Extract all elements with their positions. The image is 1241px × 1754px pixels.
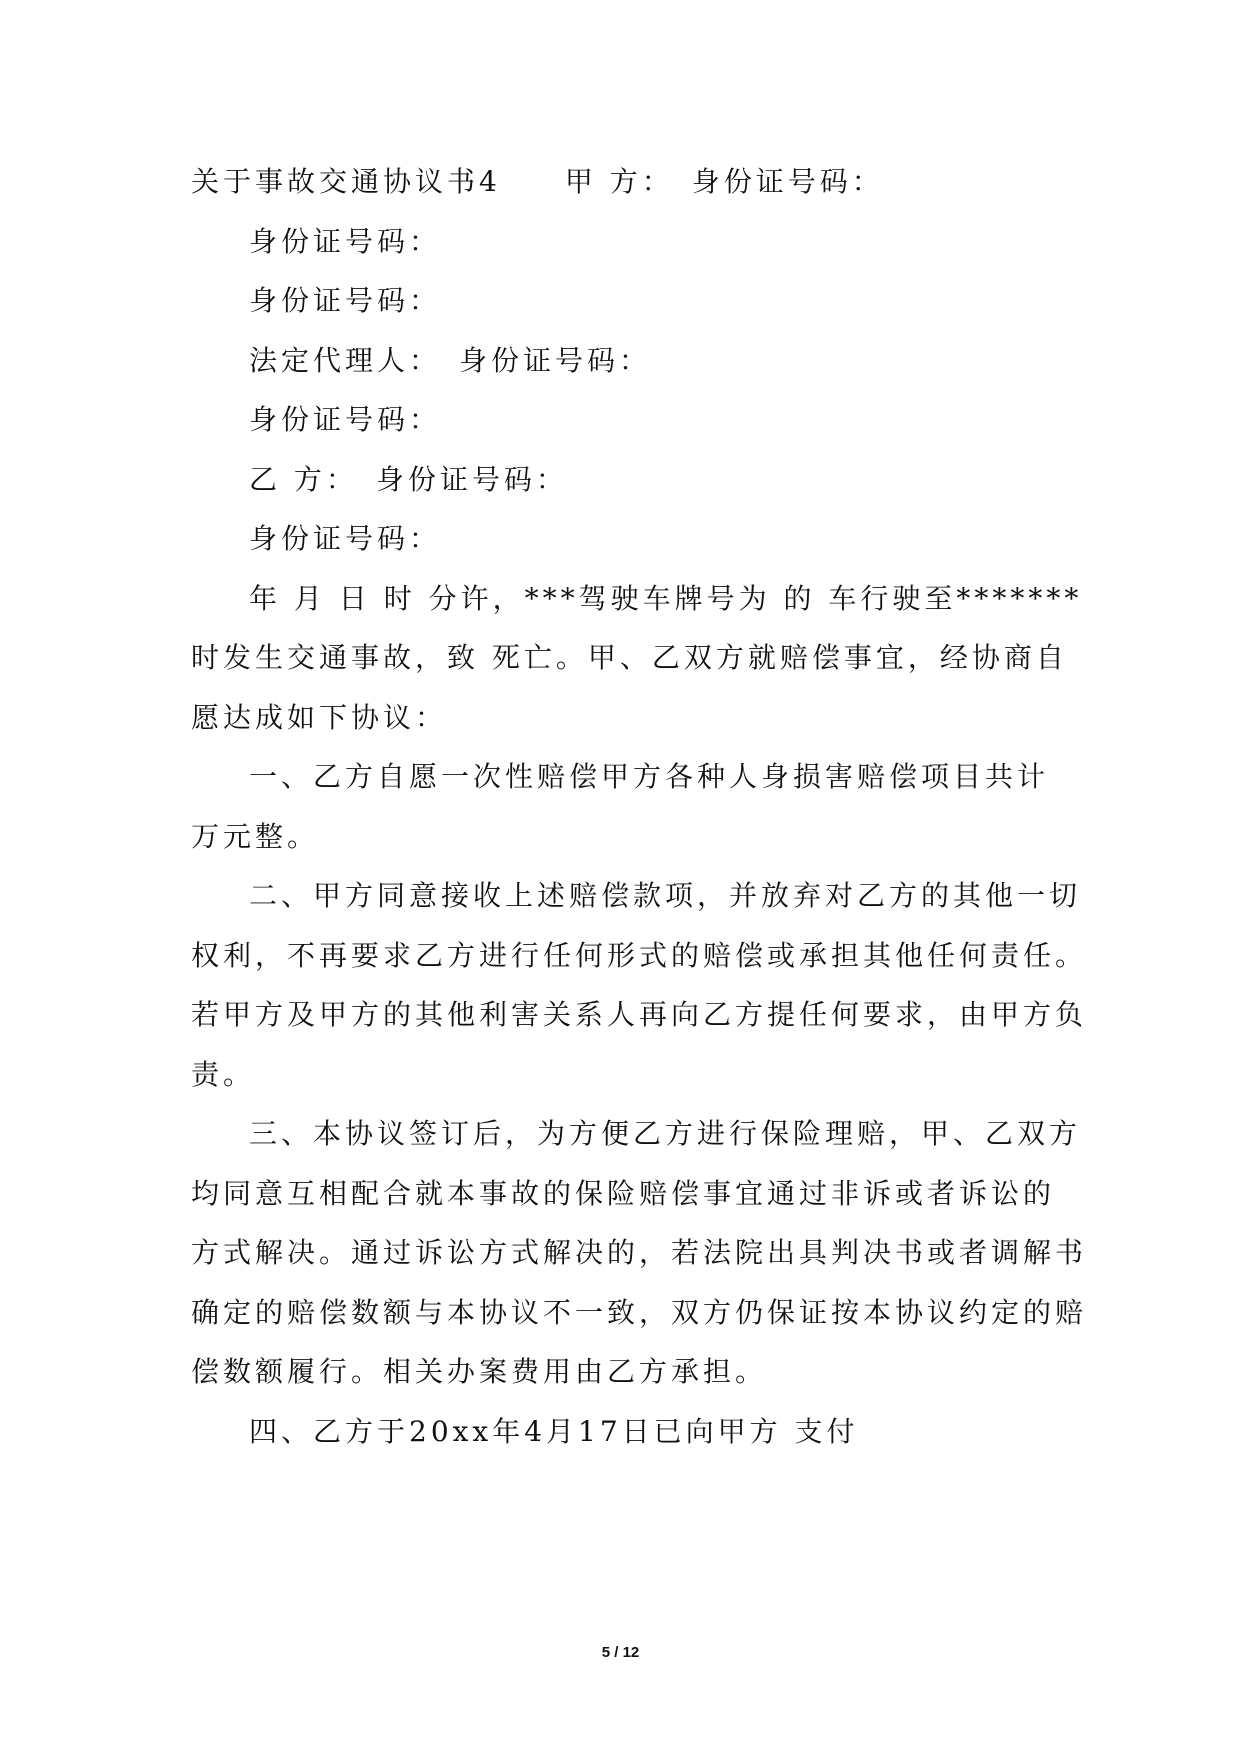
clause-three-line: 确定的赔偿数额与本协议不一致，双方仍保证按本协议约定的赔 (191, 1295, 1088, 1329)
clause-three-line: 方式解决。通过诉讼方式解决的，若法院出具判决书或者调解书 (191, 1236, 1088, 1269)
text-line: 法定代理人： 身份证号码： (249, 343, 652, 377)
clause-three-line: 均同意互相配合就本事故的保险赔偿事宜通过非诉或者诉讼的 (191, 1176, 1056, 1210)
paragraph-line: 时发生交通事故，致 死亡。甲、乙双方就赔偿事宜，经协商自 (191, 641, 1068, 674)
clause-three-line: 偿数额履行。相关办案费用由乙方承担。 (191, 1355, 768, 1388)
text-line: 身份证号码： (249, 284, 442, 317)
paragraph-line: 愿达成如下协议： (191, 700, 448, 734)
clause-one-line: 一、乙方自愿一次性赔偿甲方各种人身损害赔偿项目共计 (249, 760, 1050, 793)
page-number: 5 / 12 (601, 1644, 640, 1661)
clause-two-line: 权利，不再要求乙方进行任何形式的赔偿或承担其他任何责任。 (191, 938, 1088, 972)
text-line: 身份证号码： (249, 522, 442, 555)
clause-two-line: 责。 (191, 1057, 256, 1091)
text-line: 身份证号码： (249, 224, 442, 258)
text-line: 乙 方： 身份证号码： (249, 462, 568, 496)
clause-four-line: 四、乙方于20xx年4月17日已向甲方 支付 (249, 1414, 859, 1448)
title-line: 关于事故交通协议书4 甲 方： 身份证号码： (191, 165, 884, 198)
clause-one-line: 万元整。 (191, 819, 320, 853)
document-body (191, 152, 1088, 1461)
clause-three-line: 三、本协议签订后，为方便乙方进行保险理赔，甲、乙双方 (249, 1117, 1082, 1150)
clause-two-line: 若甲方及甲方的其他利害关系人再向乙方提任何要求，由甲方负 (191, 998, 1088, 1031)
text-line: 身份证号码： (249, 403, 442, 436)
clause-two-line: 二、甲方同意接收上述赔偿款项，并放弃对乙方的其他一切 (249, 879, 1082, 912)
paragraph-line: 年 月 日 时 分许，***驾驶车牌号为 的 车行驶至******* (249, 581, 1083, 615)
